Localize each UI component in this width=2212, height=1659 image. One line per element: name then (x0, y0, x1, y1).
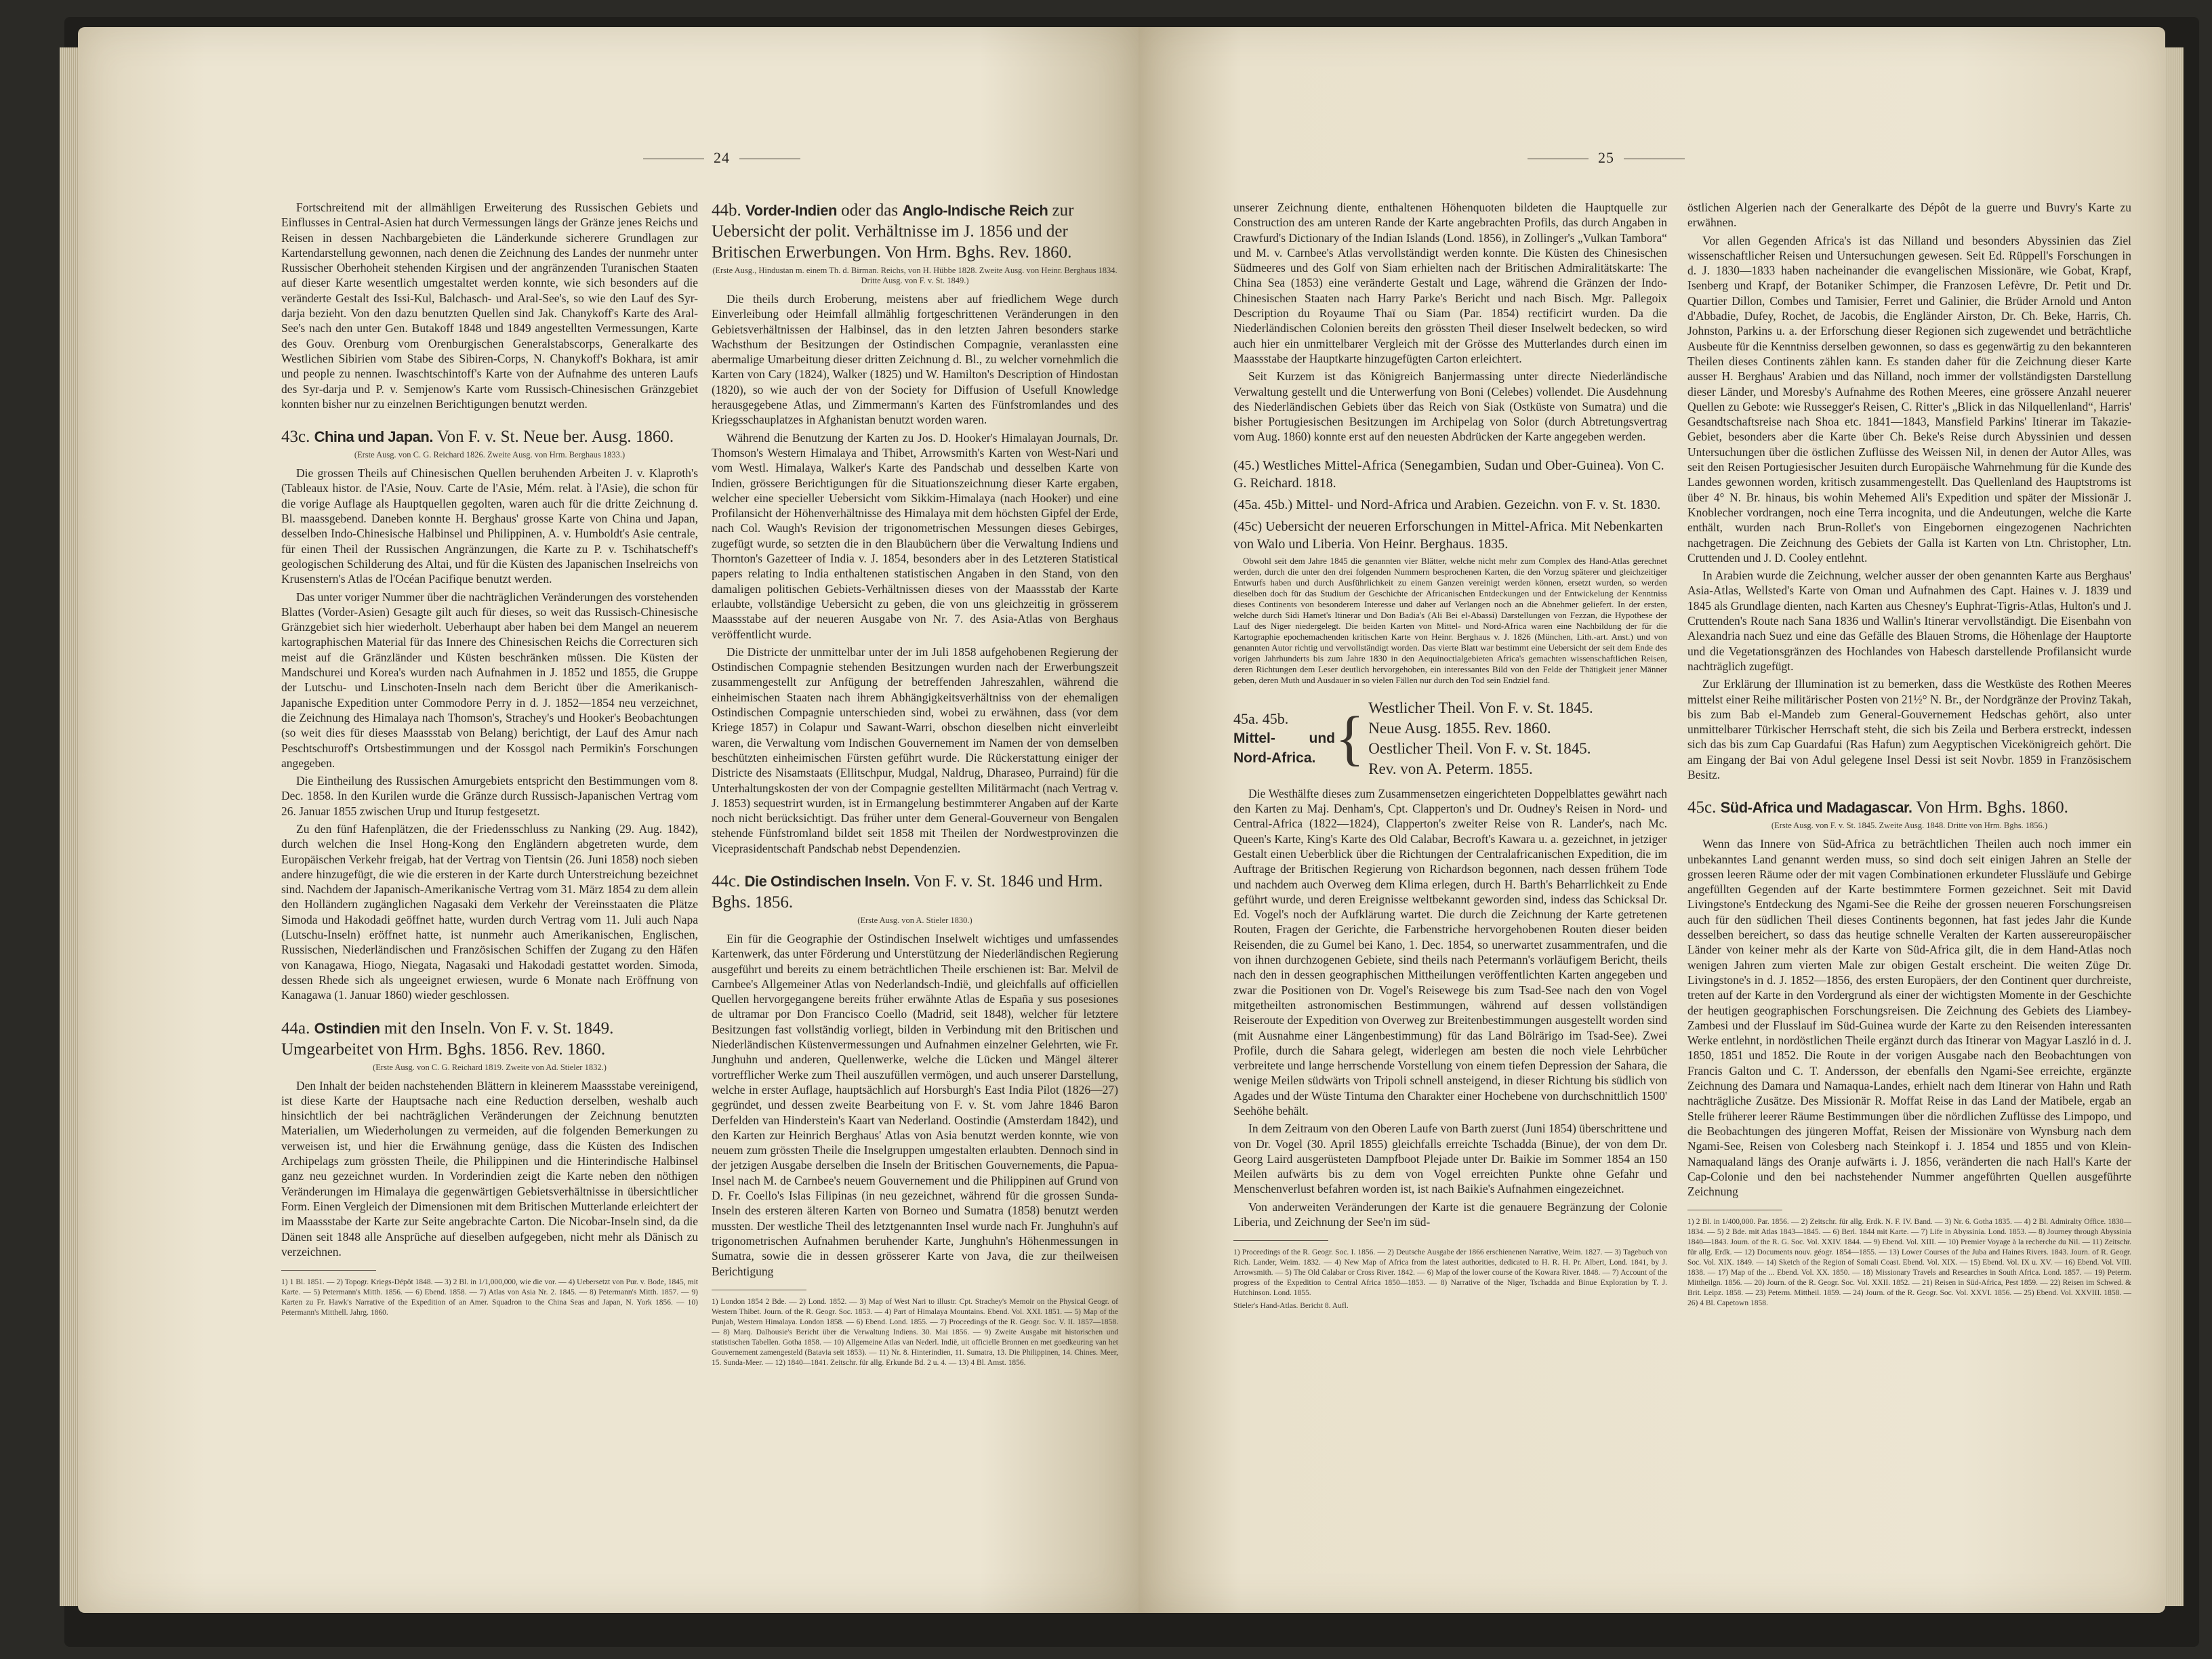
brace-line-2: Neue Ausg. 1855. Rev. 1860. (1368, 719, 1551, 737)
heading-44a-rest: mit den Inseln. Von F. v. St. 1849. Umgearbeitet von Hrm. Bghs. 1856. Rev. 1860. (281, 1019, 614, 1059)
footnote-rule (281, 1270, 376, 1271)
brace-items (1368, 698, 1593, 779)
paragraph-r2-5: Wenn das Innere von Süd-Africa zu beträchtlichen Theilen auch noch immer ein unbekanntes Land genannt werden muss, so sind doch seit einigen Jahren an Stelle der grossen leeren Räume oder der mit vagen Combinationen erkundeter Flussläufe und Gebirge angefüllten Gegenden auf der Karte bestimmtere Formen gezeichnet. Seit mit David Livingstone's Entdeckung des Ngami-See die Reihe der grossen neueren Forschungsreisen auch für den südlichen Theil dieses Continents begonnen, hat fast jedes Jahr die Kunde desselben bereichert, so dass das heutige schnelle Veralten der Karten aussereuropäischer Länder von keiner mehr als der Karte von Süd-Africa gilt, die in dem Hand-Atlas noch wenigen Jahren zum vierten Male zur obigen Gestalt erscheint. Die weiten Züge Dr. Livingstone's in d. J. 1852—1856, des ersten Europäers, der den Continent quer durchreiste, treten auf der Karte in den Vordergrund als einer der wichtigsten Momente in der Geschichte der heutigen geographischen Forschungsreisen. Die Zeichnung des Gebiets des Liambey-Zambesi und der Flusslauf im Süd-Guinea wurde der Karte zu den Reisenden interessanten Werke entlehnt, in nordöstlichen Theile ergänzt durch das Itinerar von Magyar Laszló in d. J. 1850, 1851 und 1852. Die Route in der vorigen Ausgabe nach den Beobachtungen von Francis Galton und C. T. Andersson, der ebenfalls den Ngami-See erreichte, ergänzte Zeichnung des Damara und Namaqua-Landes, erhielt nach dem Itinerar von Hahn und Rath nachträgliche Zusätze. Des Missionär R. Moffat Reise in das Land der Matibele, ergab an Stelle früherer leerer Räume Bestimmungen über die nördlichen Zuflüsse des Limpopo, und die Beobachtungen des jüngeren Moffat, Reisen der Missionäre von Wynsburg nach dem Ngami-See, Reisen von Colesberg nach Steinkopf i. J. 1854 und 1855 und von Klein-Namaqualand längs des Oranje aufwärts i. J. 1856, veränderten die nach Hall's Karte der Cap-Colonie und den bei nachstehender Nummer angeführten Quellen ausgeführte Zeichnung (1687, 837, 2131, 1199)
heading-43c-note: (Erste Ausg. von C. G. Reichard 1826. Zweite Ausg. von Hrm. Berghaus 1833.) (354, 450, 626, 460)
brace-title: Mittel- und Nord-Africa. (1233, 730, 1335, 766)
right-column-2 (1687, 200, 2131, 1311)
heading-44b-number: 44b. (712, 201, 741, 220)
heading-43c-number: 43c. (281, 428, 310, 447)
curly-brace-icon: { (1335, 704, 1365, 772)
heading-44a-note: (Erste Ausg. von C. G. Reichard 1819. Zweite von Ad. Stieler 1832.) (373, 1062, 607, 1072)
paragraph-43c-c: Die Eintheilung des Russischen Amurgebiets entspricht den Bestimmungen vom 8. Dec. 1858. In den Kurilen wurde die Gränze durch Russisch-Japanischen Vertrag vom 26. Januar 1855 zwischen Urup und Iturup festgesetzt. (281, 774, 698, 818)
heading-44c-title: Die Ostindischen Inseln. (744, 872, 910, 890)
paragraph-43c-d: Zu den fünf Hafenplätzen, die der Friedensschluss zu Nanking (29. Aug. 1842), durch welchen die Insel Hong-Kong den Engländern abgetreten wurde, dem Europäischen Verkehr freigab, hat der Vertrag von Tientsin (26. Juni 1858) noch sieben andere hinzugefügt, die wie die ersteren in der Karte durch Unterstreichung bezeichnet sind. Nachdem der Japanisch-Amerikanische Vertrag vom 31. März 1854 zu dem allein den Holländern zugänglichen Nagasaki dem Verkehr der Vereinsstaaten die Plätze Simoda und Hakodadi geöffnet hatte, wurden durch Vertrag vom 11. Juli auch Napa (Lutschu-Inseln) eröffnet hatte, ist nunmehr auch Amerikanischen, Englischen, Russischen, Niederländischen und Französischen Schiffen der Zugang zu den Häfen von Kanagawa, Hiogo, Niegata, Nagasaki und Hakodadi gestattet worden. Simoda, dessen Rhede sich als ungeeignet erwiesen, wurde 6 Monate nach Eröffnung von Kanagawa (1. Januar 1860) wieder geschlossen. (281, 821, 698, 1002)
heading-44c (712, 871, 1118, 913)
paragraph-r2: Seit Kurzem ist das Königreich Banjermassing unter directe Niederländische Verwaltung gestellt und die Unterwerfung von Boni (Celebes) vollendet. Die Ausdehnung des Niederländischen Gebiets über das Reich von Siak (Ostküste von Sumatra) und die bisher Portugiesischen Besitzungen im Archipelag von Solor (durch Abtretungsvertrag vom Aug. 1860) konnte erst auf den neuesten Abdrücken der Karte angegeben werden. (1233, 369, 1667, 444)
paragraph-43c-a: Die grossen Theils auf Chinesischen Quellen beruhenden Arbeiten J. v. Klaproth's (Tableaux histor. de l'Asie, Nouv. Carte de l'Asie, Mém. relat. à l'Asie), die schon für die vorige Auflage als Hauptquellen gegolten, waren auch für die dritte Zeichnung d. Bl. maassgebend. Daneben konnte H. Berghaus' grosse Karte von China und Japan, desselben Indo-Chinesische Halbinsel und Philippinen, A. v. Humboldt's Asie centrale, für einen Theil der Russischen Angränzungen, die Karte zu P. v. Tschihatscheff's geologischen Schilderung des Altai, und für die Küsten des Japanischen Inselreichs von Krusenstern's Atlas de l'Océan Pacifique benutzt werden. (281, 466, 698, 586)
heading-45c-number: 45c. (1687, 798, 1717, 817)
intro-paragraph: Fortschreitend mit der allmähligen Erweiterung des Russischen Gebiets und Einflusses in Central-Asien hat durch Vermessungen längs der Gränze jenes Reichs und Reisen in dessen Nachbargebieten die Länderkunde sicherere Grundlagen zur Kartendarstellung gewonnen, nach denen die Zeichnung des Landes der nunmehr unter Russischer Oberhoheit stehenden Kirgisen und der angränzenden Turanischen Staaten auf dieser Karte wesentlich umgestaltet werden konnte, wie sich besonders auf die veränderte Gestalt des Issi-Kul, Balchasch- und Aral-See's, so wie den Lauf des Syr-darja bezieht. Von den dazu benutzten Quellen sind Jak. Chanykoff's Karte des Aral-See's nach den unter Gen. Butakoff 1848 und 1849 angestellten Vermessungen, Karte des Gouv. Orenburg vom Orenburgischen Generalstabscorps, Generalkarte des Westlichen Sibirien vom Stabe des Sibiren-Corps, N. Chanykoff's Bokhara, ist amir und people zu nennen. Iwaschtschintoff's Karte von der Aufnahme des unteren Laufs des Syr-darja und P. v. Semjenow's Karte vom Russisch-Chinesischen Gränzgebiet konnten bisher nur zu einzelnen Berichtigungen benutzt werden. (281, 201, 698, 411)
footnotes-right-col2: 1) 2 Bl. in 1/400,000. Par. 1856. — 2) Zeitschr. für allg. Erdk. N. F. IV. Band. — 3) Nr. 6. Gotha 1835. — 4) 2 Bl. Admiralty Office. 1830—1834. — 5) 2 Bde. mit Atlas 1843—1845. — 6) Berl. 1844 mit Karte. — 7) Life in Abyssinia. Lond. 1853. — 8) Journey through Abyssinia 1840—1843. Journ. of the R. G. Soc. Vol. XXIV. 1844. — 9) Ebend. Vol. XIII. — 10) Premier Voyage à la recherche du Nil. — 11) Zeitschr. für allg. Erdk. — 12) Documents nouv. géogr. 1854—1855. — 13) Lower Courses of the Juba and Haines Rivers. 1843. Journ. of R. Geogr. Soc. Vol. XIX. 1849. — 14) Sketch of the Region of Somali Coast. Ebend. Vol. XIX. — 15) Ebend. Vol. IX u. XV. — 16) Ebend. Vol. VIII. 1838. — 17) Map of the ... Ebend. Vol. XX. 1850. — 18) Missionary Travels and Researches in South Africa. Lond. 1857. — 19) Peterm. Mittheilgn. 1856. — 20) Journ. of the R. Geogr. Soc. Vol. XXII. 1852. — 21) Reisen in Süd-Africa, Pest 1859. — 22) Reisen im Schwed. & Brit. Leipz. 1858. — 23) Peterm. Mittheil. 1859. — 24) Journ. of the R. Geogr. Soc. Vol. XXVI. 1856. — 25) Ebend. Vol. XXVIII. 1858. — 26) 4 Bl. Capetown 1858. (1687, 1218, 2131, 1308)
heading-43c (281, 426, 698, 447)
left-column-2 (712, 200, 1118, 1371)
heading-44c-number: 44c. (712, 872, 741, 890)
paragraph-44c: Ein für die Geographie der Ostindischen Inselwelt wichtiges und umfassendes Kartenwerk, das unter Förderung und Unterstützung der Niederländischen Regierung ausgeführt und bereits zu einem beträchtlichen Theile erschienen ist: Bar. Melvil de Carnbee's Allgemeiner Atlas von Nederlandsch-Indië, und gleichfalls auf officiellen Quellen hervorgegangene bereits früher erwähnte Atlas de España y sus posesiones de ultramar por Don Francisco Coello (Madrid, seit 1848), welcher für letztere Besitzungen fast vollständig vorliegt, bilden in Verbindung mit den Britischen und Niederländischen Küstenvermessungen und Aufnahmen einzelner Gelehrten, wie Fr. Junghuhn und anderen, Quellenwerke, welche die Lücken und Mängel älterer vortrefflicher Werke zum Theil auszufüllen vermögen, und auch unserer Darstellung, welche in erster Auflage, hauptsächlich auf Horsburgh's East India Pilot (1826—27) gegründet, und dessen zweite Bearbeitung von F. v. St. vom Jahre 1846 Baron Derfelden van Hinderstein's Kaart van Nederland. Oostindie (Amsterdam 1842), und den Karten zur Heinrich Berghaus' Atlas von Asia benutzt werden konnte, wie von neuem zum grössten Theile die Inselgruppen umgestalten erlaubten. Dennoch sind in der jetzigen Ausgabe derselben die Inseln der Britischen Gouvernements, die Papua-Insel nach M. de Carnbee's neuem Gouvernement und die Philippinen auf Grund von D. Fr. Coello's Islas Filipinas (in neu gezeichnet, während für die grossen Sunda-Inseln des ersteren älteren Karten von Borneo und Sumatra (1858) benutzt werden mussten. Der westliche Theil des letztgenannten Insel wurde nach Fr. Junghuhn's auf trigonometrischen Aufnahmen beruhender Karte, Junghuhn's Höhenmessungen in Sumatra, sowie die in dessen grösserer Karte von Java, die zur theilweisen Berichtigung (712, 931, 1118, 1278)
brace-line-4: Rev. von A. Peterm. 1855. (1368, 760, 1533, 777)
paragraph-r4: In dem Zeitraum von den Oberen Laufe von Barth zuerst (Juni 1854) überschrittene und von Dr. Vogel (30. April 1855) gleichfalls erreichte Tschadda (Binue), der von dem Dr. Georg Laird ausgerüsteten Dampfboot Plejade unter Dr. Baikie im Sommer 1854 an 150 Meilen aufwärts bis zu dem von Vogel erreichten Punkte ohne Gefahr und Menschenverlust befahren worden ist, ist nach Baikie's Aufnahmen eingezeichnet. (1233, 1122, 1667, 1196)
paragraph-r3: Die Westhälfte dieses zum Zusammensetzen eingerichteten Doppelblattes gewährt nach den Karten zu Maj. Denham's, Cpt. Clapperton's und Dr. Oudney's Reisen in Nord- und Central-Africa (1822—1824), Clapperton's zweiter Reise von R. Lander's, nach Mc. Queen's Karte, King's Karte des Old Calabar, Becroft's Kawara u. a. gezeichnet, in jetziger Gestalt einen Ueberblick über die Richtungen der Centralafricanischen Expedition, die im Auftrage der Britischen Regierung von Richardson begonnen, nach dessen frühem Tode und nachdem auch Overweg dem Klima erlegen, durch H. Barth's Beharrlichkeit zu Ende geführt wurde, und deren Ereignisse weltbekannt geworden sind, indess das Schicksal Dr. Ed. Vogel's noch der Aufklärung wartet. Die durch die Zeichnung der Karte getretenen Routen, Fragen der Gerichte, die Farbenstriche hervorgehobenen Routen dieser beiden Reisenden, die zu Gumel bei Kano, 1. Dec. 1854, so unerwartet zusammentrafen, und die von ihnen durchzogenen Gebiete, sind theils nach Petermann's vorläufigem Bericht, theils nach den in dessen geographischen Mittheilungen veröffentlichten Karten angegeben und zwar die Positionen von Dr. Vogel's Reisewege bis zum Tsad-See nach den von Vogel mitgetheilten astronomischen Bestimmungen, während auf dessen vollständigen Reiseroute der Expedition von Overweg zur Breitenbestimmungen ausgestellt worden sind (mit Ausnahme einer Längenbestimmung) für das Land Bölrärigo im Tsad-See). Zwei Profile, durch die Sahara gelegt, widerlegen am besten die noch viele Lehrbücher verbreitete und lange herrschende Vorstellung von einem tiefen Depression der Sahara, die wenige Meilen südwärts von Tripoli schnell ansteigend, in dieser Richtung bis südlich von Agades und der Wüste Tintuma den Charakter einer Hochebene von durchschnittlich 1500' Seehöhe behält. (1233, 786, 1667, 1118)
paragraph-r1: unserer Zeichnung diente, enthaltenen Höhenquoten bildeten die Hauptquelle zur Construction des am unteren Rande der Karte angebrachten Profils, das durch Angaben in Crawfurd's Dictionary of the Indian Islands (Lond. 1856), in Zollinger's „Vulkan Tambora“ und M. v. Carnbee's Atlas vervollständigt werden konnte. Die Küsten des Chinesischen Südmeeres und des Golf von Siam erhielten nach der Britischen Admiralitätskarte: The China Sea (1853) eine veränderte Gestalt und Lage, während die Gränzen der Indo-Chinesischen Staaten nach Harry Parke's Bericht und nach Bisch. Mgr. Pallegoix Description du Royaume Thaï ou Siam (Par. 1854) rectificirt wurden. Da die Niederländischen Colonien bereits den grössten Theil dieser Inselwelt bedecken, so wird auch hier ein unmittelbarer Vergleich mit der Grösse des Mutterlandes durch einen im Maassstabe der Hauptkarte hinzugefügten Carton erleichtert. (1233, 201, 1667, 365)
right-page-edges (2163, 47, 2184, 1606)
page-number-left: 24 (634, 149, 810, 167)
paragraph-44b-1: Die theils durch Eroberung, meistens aber auf friedlichem Wege durch Einverleibung oder Heimfall allmählig fortgeschrittenen Veränderungen in den Gebietsverhältnissen der Halbinsel, das in den letzten Jahren besonders starke Wachsthum der Besitzungen der Ostindischen Compagnie, veranlassten eine abermalige Umarbeitung dieser dritten Zeichnung d. Bl., zu welcher vornehmlich die Karten von Cary (1824), Walker (1825) und W. Hamilton's Description of Hindostan (1820), so wie auch der von der Society for Diffusion of Usefull Knowledge herausgegebene Atlas, und Zimmermann's Karten des Fünfstromlandes und des Kriegsschauplatzes in Afghanistan benutzt worden waren. (712, 292, 1118, 427)
brace-line-3: Oestlicher Theil. Von F. v. St. 1845. (1368, 739, 1591, 757)
left-column-1 (281, 200, 698, 1321)
footnotes-left-col2: 1) London 1854 2 Bde. — 2) Lond. 1852. — 3) Map of West Nari to illustr. Cpt. Strachey's Memoir on the Physical Geogr. of Western Thibet. Journ. of the R. Geogr. Soc. 1853. — 4) Part of Himalaya Mountains. Ebend. Vol. XXI. 1851. — 5) Map of the Punjab, Western Himalaya. London 1858. — 6) Ebend. Lond. 1855. — 7) Proceedings of the R. Geogr. Soc. V. II. 1857—1858. — 8) Marq. Dalhousie's Bericht über die Verwaltung Indiens. 30. Mai 1856. — 9) Zweite Ausgabe mit historischen und statistischen Tabellen. Gotha 1858. — 10) Allgemeine Atlas van Nederl. Indië, uit officielle Bronnen en met goedkeuring van het Gouvernement zamengesteld (Batavia seit 1853). — 11) Nr. 8. Hinterindien, 11. Sumatra, 13. Die Philippinen, 14. Chines. Meer, 15. Sunda-Meer. — 12) 1840—1841. Zeitschr. für allg. Erkunde Bd. 2 u. 4. — 13) 4 Bl. Amst. 1856. (712, 1297, 1118, 1367)
paragraph-44b-2: Während die Benutzung der Karten zu Jos. D. Hooker's Himalayan Journals, Dr. Thomson's Western Himalaya and Thibet, Arrowsmith's Karten von West-Nari und vom Westl. Himalaya, Walker's Karte des Pandschab und desselben Karte von Indien, grössere Berichtigungen für die Situationszeichnung dieser Karte ergaben, welcher eine specieller Uebersicht vom Sikkim-Himalaya (nach Hooker) und eine Profilansicht der Höhenverhältnisse des Himalaya mit dem höchsten Gipfel der Erde, nach Col. Waugh's Revision der trigonometrischen Messungen dieses Gebirges, zugefügt wurde, so setzten die in den Blaubüchern über die Verwaltung Indiens und Thornton's Gazetteer of India v. J. 1854, besonders aber in des Letzteren Statistical papers relating to India enthaltenen statistischen Angaben in den Stand, von den damaligen politischen Gebiets-Verhältnissen dieses von der Maassstab der Karte erlaubte, vollständige Uebersicht zu geben, die von uns gleichzeitig in grösserem Maassstabe auf der neueren Ausgabe von Nr. 7. des Asia-Atlas von Berghaus veröffentlicht wurde. (712, 430, 1118, 641)
heading-45: (45.) Westliches Mittel-Africa (Senegambien, Sudan und Ober-Guinea). Von C. G. Reichard. 1818. (1233, 457, 1664, 491)
heading-45ab-brace (1233, 698, 1667, 779)
heading-45c-note: (Erste Ausg. von F. v. St. 1845. Zweite Ausg. 1848. Dritte von Hrm. Bghs. 1856.) (1771, 821, 2048, 831)
heading-44a-number: 44a. (281, 1019, 310, 1038)
paragraph-r2-4: Zur Erklärung der Illumination ist zu bemerken, dass die Westküste des Rothen Meeres mittelst einer Reihe militärischer Posten von 21½° N. Br., der Nordgränze der Provinz Takah, bis zum Bab el-Mandeb zum General-Gouvernement Hedschas gehört, also unter unmittelbarer Türkischer Herrschaft steht, die sich bis Zeila und Berbera erstreckt, indessen sich das bis zum Cap Guardafui (Ras Hafun) zum Aegyptischen Vicekönigreich gehört. Die am Eingang der Bai von Adul gelegene Insel Dessi ist seit Novbr. 1859 in Französischem Besitz. (1687, 677, 2131, 781)
right-column-1 (1233, 200, 1667, 1314)
paragraph-43c-b: Das unter voriger Nummer über die nachträglichen Veränderungen des vorstehenden Blattes (Vorder-Asien) Gesagte gilt auch für dieses, so weit das Russisch-Chinesische Gränzgebiet sich hier wiederholt. Ueberhaupt aber haben bei dem Mangel an neuerem kartographischen Material für das Innere des Chinesischen Reichs die Correcturen sich meist auf die Gränzländer und Küsten beschränken müssen. Die Küsten der Mandschurei und Korea's wurden nach Aufnahmen in J. 1852 und 1855, die Gruppe der Lutschu- und Linschoten-Inseln nach dem Bericht über die Amerikanisch-Japanische Expedition unter Commodore Perry in d. J. 1852—1854 neu verzeichnet, die Zeichnung des Himalaya nach Thomson's, Strachey's und Hooker's Beobachtungen (so weit dies für dieses Maassstab von Belang) berichtigt, der Lauf des Amur nach Peschtschuroff's Ortsbestimmungen und der Kossgol nach Permikin's Forschungen angegeben. (281, 590, 699, 770)
brace-label (1233, 710, 1335, 768)
right-page (1139, 27, 2165, 1613)
page-number-right: 25 (1518, 149, 1694, 167)
heading-45ab: (45a. 45b.) Mittel- und Nord-Africa und Arabien. Gezeichn. von F. v. St. 1830. (1233, 497, 1661, 512)
paragraph-44b-3: Die Districte der unmittelbar unter der im Juli 1858 aufgehobenen Regierung der Ostindischen Compagnie stehenden Besitzungen wurden nach der Erwerbungszeit zusammengestellt zur Anfügung der betreffenden Jahreszahlen, während die einheimischen Staaten nach ihrem Abhängigkeitsverhältniss von der ehemaligen Ostindischen Compagnie unterschieden sind, wobei zu erwähnen, dass (vor dem Kriege 1857) in Colapur und Sawant-Warri, obschon dieselben nicht einverleibt waren, die Verwaltung vom Indischen Gouvernement im Namen der von demselben beschützten einheimischen Fürsten geführt wurde. Die Rückerstattung einiger der Districte des Nisamstaats (Ellitschpur, Mudgal, Naldrug, Dharaseo, Purraind) für die Unterhaltungskosten der von der Compagnie gestellten Militärmacht (nach Vertrag v. J. 1853) sequestrirt wurden, ist in Ermangelung bestimmterer Angaben auf der Karte noch nicht berücksichtigt. Das früher unter dem General-Gouverneur von Bengalen stehende Fünfstromland bildet seit 1858 mit Theilen der Nordwestprovinzen die Viceprasidentschaft Pandschab nebst Dependenzien. (712, 644, 1118, 855)
heading-45c-rest: Von Hrm. Bghs. 1860. (1912, 798, 2068, 817)
heading-44b-mid: oder das (836, 201, 903, 220)
paragraph-44a: Den Inhalt der beiden nachstehenden Blättern in kleinerem Maassstabe vereinigend, ist diese Karte der Hauptsache nach eine Reduction derselben, weshalb auch hinsichtlich der bei nachträglichen Veränderungen der Zeichnung benutzten Materialien, um Wiederholungen zu vermeiden, auf die folgenden Bemerkungen zu verweisen ist, und hier die Erwähnung genüge, dass die Küsten des Indischen Archipelags zum grössten Theile, die Philippinen und die Hinterindische Halbinsel ganz neu gezeichnet wurden. In Vorderindien zeigt die Karte neben den nöthigen Veränderungen im Himalaya die gegenwärtigen Gebietsverhältnisse in übersichtlicher Form. Einen Vergleich der Dimensionen mit dem Britischen Mutterlande erleichtert der im Maassstabe der Karte zur Seite angebrachte Carton. Die Nicobar-Inseln sind, da die Dänen seit 1848 alle Ansprüche auf dieselben aufgegeben, nicht mehr als Dänisch zu verzeichnen. (281, 1078, 698, 1258)
heading-45c-title: Süd-Africa und Madagascar. (1720, 799, 1912, 817)
heading-45c-old: (45c) Uebersicht der neueren Erforschungen in Mittel-Africa. Mit Nebenkarten von Walo und Liberia. Von Heinr. Berghaus. 1835. (1233, 518, 1663, 552)
heading-44b-note: (Erste Ausg., Hindustan m. einem Th. d. Birman. Reichs, von H. Hübbe 1828. Zweite Ausg. von Heinr. Berghaus 1834. Dritte Ausg. von F. v. St. 1849.) (712, 266, 1118, 285)
footnotes-left-col1: 1) 1 Bl. 1851. — 2) Topogr. Kriegs-Dépôt 1848. — 3) 2 Bl. in 1/1,000,000, wie die vor. — 4) Uebersetzt von Pur. v. Bode, 1845, mit Karte. — 5) Petermann's Mitth. 1856. — 6) Ebend. 1858. — 7) Atlas von Asia Nr. 2. 1845. — 8) Petermann's Mitth. 1857. — 9) Karten zu Fr. Hawk's Narrative of the Expedition of an Amer. Squadron to the China Seas and Japan, N. York 1856. — 10) Petermann's Mitthell. Jahrg. 1860. (281, 1278, 698, 1317)
paragraph-r2-1: östlichen Algerien nach der Generalkarte des Dépôt de la guerre und Buvry's Karte zu erwähnen. (1687, 201, 2131, 230)
footnote-rule (1233, 1240, 1328, 1241)
heading-44a-title: Ostindien (314, 1019, 380, 1037)
heading-43c-rest: Von F. v. St. Neue ber. Ausg. 1860. (432, 428, 674, 447)
brace-line-1: Westlicher Theil. Von F. v. St. 1845. (1368, 699, 1593, 716)
page-footer-signature: Stieler's Hand-Atlas. Bericht 8. Aufl. (1233, 1302, 1349, 1311)
heading-44a (281, 1018, 698, 1060)
heading-44c-note: (Erste Ausg. von A. Stieler 1830.) (857, 915, 972, 925)
heading-44b-rest: zur Uebersicht der polit. Verhältnisse im J. 1856 und der Britischen Erwerbungen. Von Hrm. Bghs. Rev. 1860. (712, 201, 1074, 262)
paragraph-r2-2: Vor allen Gegenden Africa's ist das Nilland und besonders Abyssinien das Ziel wissenschaftlicher Reisen und Untersuchungen gewesen. Seit Ed. Rüppell's Forschungen in d. J. 1830—1833 haben nacheinander die evangelischen Missionäre, wie Gobat, Krapf, Isenberg und Krapf, der Botaniker Schimper, die Franzosen Lefèvre, Dr. Petit und Dr. Quartier Dillon, Combes und Tamisier, Ferret und Galinier, die Brüder Arnold und Anton d'Abbadie, Dufey, Rochet, de Jacobis, die Engländer Airston, Dr. Ch. Beke, Harris, Ch. Johnston, Parkins u. a. der Erforschung dieser Regionen sich zugewendet und beträchtliche Ausbeute für die Kenntniss derselben gewonnen, so dass es gegenwärtig zu den bekannteren Theilen dieses Continents zählen kann. Es standen daher für die Zeichnung dieser Karte ausser H. Berghaus' Arabien und das Nilland, noch immer der vollständigsten Darstellung dieser Länder, und Moresby's Aufnahme des Rothen Meeres, eine grössere Anzahl neuerer Quellen zu Gebote: wie Russegger's Reisen, C. Ritter's „Blick in das Nilquellenland“, Harris' Gesandtschaftsreise nach Shoa etc. 1841—1843, Mansfield Parkins' Itinerar im Takazie-Gebiet, besonders aber die Karte über Ch. Beke's Reise durch Abyssinien und dessen Untersuchungen über die östlichen Zuflüsse des Weissen Nil, in denen der Autor Alles, was seit den Reisen Portugiesischer Jesuiten durch Europäische Wahrnehmung für die Kunde des Landes gewonnen worden, kritisch zusammengestellt. Das Quellenland des Hauptstroms ist über 4° N. Br. hinaus, bis wohin Mehemed Ali's Expedition und später der Missionär J. Knoblecher vordrangen, noch eine Terra incognita, und die Andeutungen, welche die Karte enthält, wurden nach Brun-Rollet's von Eingebornen eingezogenen Nachrichten nachgetragen. Die Zeichnung des Gebiets der Galla ist Karten von Ltn. Christopher, Ltn. Cruttenden und J. D. Cooley entlehnt. (1687, 233, 2131, 565)
footnotes-right-col1: 1) Proceedings of the R. Geogr. Soc. I. 1856. — 2) Deutsche Ausgabe der 1866 erschienenen Narrative, Weim. 1827. — 3) Tagebuch von Rich. Lander, Weim. 1832. — 4) New Map of Africa from the latest authorities, dedicated to H. R. H. Pr. Albert, Lond. 1841, by J. Arrowsmith. — 5) The Old Calabar or Cross River. 1842. — 6) Map of the lower course of the Kowara River. 1848. — 7) Account of the progress of the Expedition to Central Africa 1850—1853. — 8) Narrative of the Niger, Tschadda and Binue Exploration by T. J. Hutchinson. Lond. 1855. (1233, 1248, 1667, 1298)
fine-print-paragraph: Obwohl seit dem Jahre 1845 die genannten vier Blätter, welche nicht mehr zum Complex des Hand-Atlas gerechnet werden, durch die unter den drei folgenden Nummern besprochenen Karten, die den Vorzug späterer und gleichzeitiger Entwurfs haben und durch Ausführlichkeit zu einem Ganzen vereinigt werden können, ersetzt wurden, so werden dieselben doch für das Studium der Geschichte der Africanischen Entdeckungen und der Entwickelung der Kenntniss dieses Continents von besonderem Interesse und daher auf Verlangen noch an die Abnehmer geliefert. In der ersten, welche durch Sidi Hamet's Itinerar und Don Badia's (Ali Bei el-Abassi) Darstellungen von Fezzan, die Hypothese der Lauf des Niger niedergelegt. Die beiden Karten von Mittel- und Nord-Africa waren eine Nachbildung der für die Kartographie epochemachenden kritischen Karte von Heinr. Berghaus v. J. 1826 (München, Lith.-art. Anst.) und von genannten Autor richtig und vervollständigt worden. Das vierte Blatt war bestimmt eine Uebersicht der seit dem Ende des vorigen Jahrhunderts bis zum Jahre 1830 in den Aequinoctialgebieten Africa's gemachten wissenschaftlichen Reisen, deren Richtungen dem Leser deutlich hervorgehoben, ein interessantes Bild von den Felde der Thätigkeit jener Männer geben, deren Muth und Ausdauer in so vielen Fällen nur durch den Tod sein Endziel fand. (1233, 555, 1667, 685)
paragraph-r2-3: In Arabien wurde die Zeichnung, welcher ausser der oben genannten Karte aus Berghaus' Asia-Atlas, Wellsted's Karte von Oman und Aufnahmen des Capt. Haines v. J. 1839 und 1845 als Grundlage dienten, nach Karten aus Chesney's Euphrat-Tigris-Atlas, Hulton's und J. Cruttenden's Route nach Sana 1836 und Wallin's Itinerar vervollständigt. Die Eisenbahn von Alexandria nach Suez und eine das Gefälle des Blauen Stroms, die Höhenlage der Hauptorte und die Vegetationsgränzen des Hochlandes von Habesch darstellende Profilansicht wurde nachträglich zugefügt. (1687, 569, 2131, 673)
heading-44b-title: Vorder-Indien (745, 202, 837, 219)
heading-44c-rest: Von F. v. St. 1846 und Hrm. Bghs. 1856. (712, 872, 1103, 912)
brace-numbers: 45a. 45b. (1233, 710, 1289, 727)
heading-43c-title: China und Japan. (314, 428, 433, 446)
heading-44b (712, 200, 1118, 263)
left-page (78, 27, 1139, 1613)
heading-45c (1687, 797, 2131, 818)
paragraph-r5: Von anderweiten Veränderungen der Karte ist die genauere Begränzung der Colonie Liberia, und Zeichnung der See'n im süd- (1233, 1200, 1667, 1229)
left-page-edges (60, 47, 80, 1606)
heading-44b-title2: Anglo-Indische Reich (902, 202, 1048, 219)
